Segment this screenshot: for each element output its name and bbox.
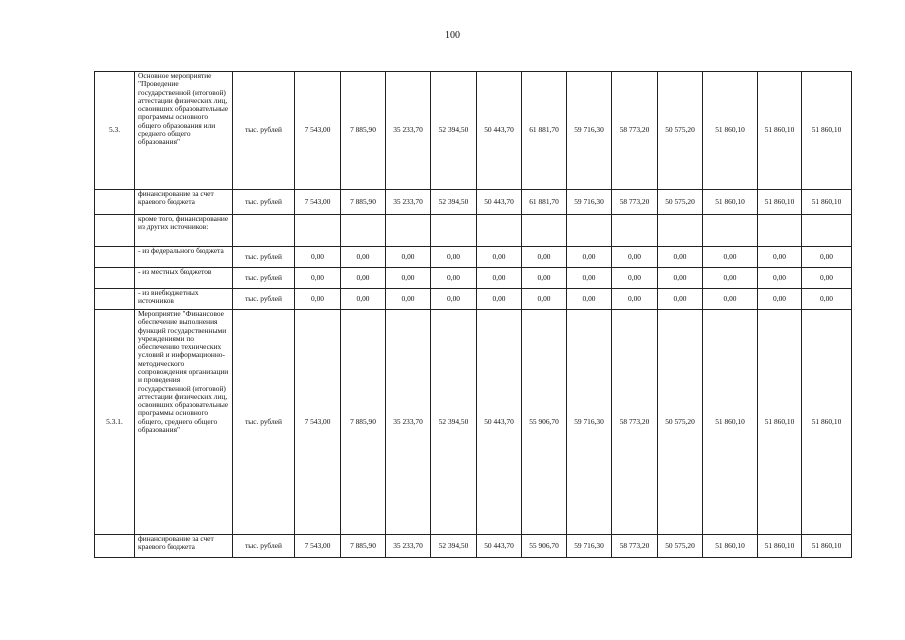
value-cell: 0,00 bbox=[477, 268, 522, 289]
value-cell: 50 575,20 bbox=[658, 310, 703, 535]
value-cell bbox=[522, 215, 567, 247]
value-cell: 51 860,10 bbox=[703, 190, 758, 215]
value-cell: 50 575,20 bbox=[658, 535, 703, 558]
value-cell: 0,00 bbox=[703, 247, 758, 268]
table-row bbox=[95, 268, 852, 289]
value-cell: 50 575,20 bbox=[658, 72, 703, 190]
row-name-cell: финансирование за счет краевого бюджета bbox=[135, 190, 233, 215]
value-cell: 51 860,10 bbox=[703, 72, 758, 190]
value-cell: 7 543,00 bbox=[295, 310, 341, 535]
value-cell bbox=[341, 215, 386, 247]
row-unit-cell: тыс. рублей bbox=[233, 289, 295, 310]
value-cell: 0,00 bbox=[295, 268, 341, 289]
value-cell: 0,00 bbox=[658, 247, 703, 268]
value-cell: 7 885,90 bbox=[341, 310, 386, 535]
value-cell bbox=[658, 215, 703, 247]
value-cell: 0,00 bbox=[431, 268, 477, 289]
row-code-cell bbox=[95, 247, 135, 268]
value-cell: 0,00 bbox=[386, 289, 431, 310]
value-cell: 52 394,50 bbox=[431, 535, 477, 558]
value-cell: 35 233,70 bbox=[386, 190, 431, 215]
value-cell: 0,00 bbox=[341, 289, 386, 310]
value-cell bbox=[567, 215, 612, 247]
value-cell: 0,00 bbox=[295, 247, 341, 268]
value-cell: 51 860,10 bbox=[802, 72, 852, 190]
table-row bbox=[95, 215, 852, 247]
value-cell: 51 860,10 bbox=[802, 535, 852, 558]
table-row bbox=[95, 72, 852, 190]
value-cell: 61 881,70 bbox=[522, 72, 567, 190]
value-cell: 7 885,90 bbox=[341, 535, 386, 558]
value-cell: 0,00 bbox=[341, 268, 386, 289]
value-cell: 59 716,30 bbox=[567, 535, 612, 558]
row-unit-cell: тыс. рублей bbox=[233, 310, 295, 535]
row-unit-cell: тыс. рублей bbox=[233, 190, 295, 215]
value-cell: 51 860,10 bbox=[758, 535, 802, 558]
value-cell: 52 394,50 bbox=[431, 310, 477, 535]
value-cell: 7 885,90 bbox=[341, 72, 386, 190]
value-cell: 7 885,90 bbox=[341, 190, 386, 215]
value-cell: 52 394,50 bbox=[431, 190, 477, 215]
value-cell: 50 443,70 bbox=[477, 72, 522, 190]
row-code-cell bbox=[95, 535, 135, 558]
page-number: 100 bbox=[445, 30, 460, 41]
value-cell bbox=[758, 215, 802, 247]
value-cell: 0,00 bbox=[341, 247, 386, 268]
value-cell bbox=[386, 215, 431, 247]
value-cell: 0,00 bbox=[522, 268, 567, 289]
table-row bbox=[95, 535, 852, 558]
value-cell: 0,00 bbox=[612, 247, 658, 268]
value-cell: 35 233,70 bbox=[386, 535, 431, 558]
value-cell: 0,00 bbox=[658, 268, 703, 289]
value-cell: 0,00 bbox=[431, 247, 477, 268]
value-cell: 0,00 bbox=[567, 268, 612, 289]
value-cell: 0,00 bbox=[477, 289, 522, 310]
value-cell: 51 860,10 bbox=[802, 190, 852, 215]
value-cell: 51 860,10 bbox=[703, 310, 758, 535]
value-cell bbox=[431, 215, 477, 247]
row-unit-cell: тыс. рублей bbox=[233, 72, 295, 190]
row-code-cell bbox=[95, 215, 135, 247]
value-cell: 50 443,70 bbox=[477, 190, 522, 215]
row-name-cell: - из внебюджетных источников bbox=[135, 289, 233, 310]
row-name-cell: - из федерального бюджета bbox=[135, 247, 233, 268]
table-row bbox=[95, 190, 852, 215]
row-unit-cell: тыс. рублей bbox=[233, 268, 295, 289]
value-cell: 50 443,70 bbox=[477, 535, 522, 558]
value-cell: 0,00 bbox=[522, 247, 567, 268]
value-cell bbox=[703, 215, 758, 247]
value-cell: 58 773,20 bbox=[612, 190, 658, 215]
value-cell: 0,00 bbox=[758, 289, 802, 310]
value-cell: 51 860,10 bbox=[758, 310, 802, 535]
value-cell: 51 860,10 bbox=[758, 72, 802, 190]
value-cell: 0,00 bbox=[567, 289, 612, 310]
value-cell: 50 575,20 bbox=[658, 190, 703, 215]
value-cell: 51 860,10 bbox=[802, 310, 852, 535]
value-cell: 0,00 bbox=[703, 268, 758, 289]
value-cell: 51 860,10 bbox=[758, 190, 802, 215]
value-cell: 0,00 bbox=[658, 289, 703, 310]
value-cell: 59 716,30 bbox=[567, 310, 612, 535]
row-name-cell: кроме того, финансирование из других источников: bbox=[135, 215, 233, 247]
value-cell: 0,00 bbox=[703, 289, 758, 310]
value-cell: 0,00 bbox=[612, 289, 658, 310]
row-unit-cell: тыс. рублей bbox=[233, 247, 295, 268]
value-cell: 55 906,70 bbox=[522, 535, 567, 558]
value-cell: 0,00 bbox=[802, 268, 852, 289]
value-cell bbox=[612, 215, 658, 247]
value-cell: 7 543,00 bbox=[295, 190, 341, 215]
table-row bbox=[95, 247, 852, 268]
value-cell: 0,00 bbox=[567, 247, 612, 268]
value-cell: 0,00 bbox=[431, 289, 477, 310]
value-cell: 0,00 bbox=[386, 268, 431, 289]
value-cell: 0,00 bbox=[477, 247, 522, 268]
value-cell: 51 860,10 bbox=[703, 535, 758, 558]
row-code-cell bbox=[95, 268, 135, 289]
value-cell: 58 773,20 bbox=[612, 72, 658, 190]
value-cell: 0,00 bbox=[522, 289, 567, 310]
value-cell: 55 906,70 bbox=[522, 310, 567, 535]
row-code-cell bbox=[95, 289, 135, 310]
value-cell: 52 394,50 bbox=[431, 72, 477, 190]
value-cell bbox=[477, 215, 522, 247]
value-cell: 0,00 bbox=[802, 247, 852, 268]
table-row bbox=[95, 310, 852, 535]
value-cell: 58 773,20 bbox=[612, 535, 658, 558]
row-code-cell: 5.3.1. bbox=[95, 310, 135, 535]
value-cell: 0,00 bbox=[386, 247, 431, 268]
table-row bbox=[95, 289, 852, 310]
value-cell: 0,00 bbox=[758, 268, 802, 289]
row-unit-cell: тыс. рублей bbox=[233, 535, 295, 558]
value-cell: 0,00 bbox=[758, 247, 802, 268]
value-cell: 7 543,00 bbox=[295, 72, 341, 190]
row-name-cell: Основное мероприятие "Проведение государственной (итоговой) аттестации физических лиц, освоивших образовательные программы основного общего образования или среднего общего образования" bbox=[135, 72, 233, 190]
value-cell: 58 773,20 bbox=[612, 310, 658, 535]
value-cell: 50 443,70 bbox=[477, 310, 522, 535]
row-name-cell: финансирование за счет краевого бюджета bbox=[135, 535, 233, 558]
value-cell: 7 543,00 bbox=[295, 535, 341, 558]
value-cell: 59 716,30 bbox=[567, 190, 612, 215]
value-cell: 35 233,70 bbox=[386, 72, 431, 190]
value-cell: 59 716,30 bbox=[567, 72, 612, 190]
row-code-cell bbox=[95, 190, 135, 215]
row-unit-cell bbox=[233, 215, 295, 247]
value-cell: 61 881,70 bbox=[522, 190, 567, 215]
value-cell: 0,00 bbox=[802, 289, 852, 310]
value-cell: 0,00 bbox=[612, 268, 658, 289]
row-code-cell: 5.3. bbox=[95, 72, 135, 190]
row-name-cell: - из местных бюджетов bbox=[135, 268, 233, 289]
value-cell: 0,00 bbox=[295, 289, 341, 310]
value-cell: 35 233,70 bbox=[386, 310, 431, 535]
budget-table bbox=[94, 71, 852, 558]
value-cell bbox=[802, 215, 852, 247]
row-name-cell: Мероприятие "Финансовое обеспечение выполнения функций государственными учреждениями по обеспечению технических условий и информационно-методического сопровождения организации и проведения государственной (итоговой) аттестации физических лиц, освоивших образовательные программы основного общего, среднего общего образования" bbox=[135, 310, 233, 535]
table-body bbox=[95, 72, 852, 558]
value-cell bbox=[295, 215, 341, 247]
